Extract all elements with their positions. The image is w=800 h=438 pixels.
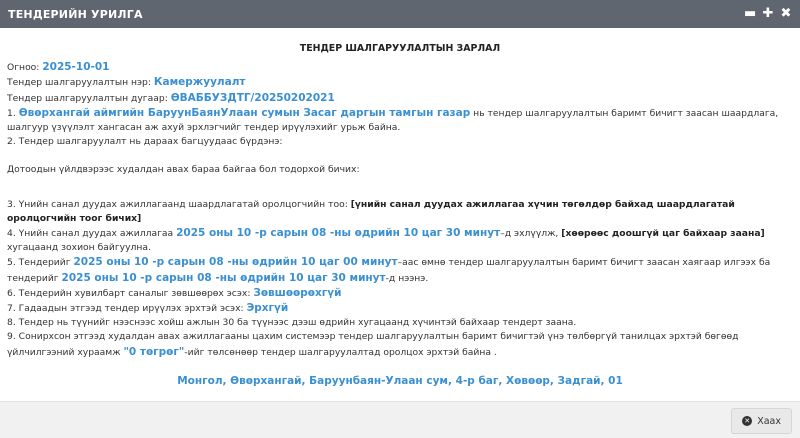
close-icon[interactable]: ✖ xyxy=(780,6,792,21)
close-circle-icon: ✕ xyxy=(742,416,752,426)
tender-name-value: Камержуулалт xyxy=(153,76,246,89)
paragraph-9-text: 9. Сонирхсон этгээд худалдан авах ажиллагааны цахим системээр тендер шалгаруулалтын баримт бичигтэй үнэ төлбөргүй танилцах эрхтэй бөгөөд үйлчилгээний хураамж xyxy=(7,331,739,358)
paragraph-5 xyxy=(7,255,793,285)
minimize-icon[interactable]: ▬ xyxy=(744,6,757,21)
close-button-label: Хаах xyxy=(757,415,781,427)
tender-name-label: Тендер шалгаруулалтын нэр: xyxy=(7,77,154,89)
organization-name: Өвөрхангай аймгийн БаруунБаянУлаан сумын Засаг даргын тамгын газар xyxy=(18,106,471,119)
paragraph-4-end: хугацаанд зохион байгуулна. xyxy=(7,242,151,254)
paragraph-2: 2. Тендер шалгаруулалт нь дараах багцуудаас бүрдэнэ: xyxy=(7,136,283,148)
auction-start-datetime: 2025 оны 10 -р сарын 08 -ны өдрийн 10 цаг 30 минут xyxy=(176,227,501,240)
spacer xyxy=(7,178,793,198)
document-title: ТЕНДЕР ШАЛГАРУУЛАЛТЫН ЗАРЛАЛ xyxy=(299,43,501,54)
window-titlebar[interactable] xyxy=(0,0,800,28)
paragraph-3-text: 3. Үнийн санал дуудах ажиллагаанд шаардлагатай оролцогчийн тоо: xyxy=(7,198,351,210)
tender-number-line xyxy=(7,91,793,106)
paragraph-6 xyxy=(7,286,793,301)
paragraph-4-text: 4. Үнийн санал дуудах ажиллагаа xyxy=(7,228,177,240)
paragraph-4-mid: –д эхлүүлж, xyxy=(500,228,562,240)
close-button[interactable] xyxy=(731,408,792,434)
paragraph-5-end: -д нээнэ. xyxy=(385,272,429,284)
participant-count-note: [үнийн санал дуудах ажиллагаа хүчин төгөлдөр байхад шаардлагатай оролцогчийн тоог бичих] xyxy=(7,198,735,224)
date-value: 2025-10-01 xyxy=(42,61,110,74)
paragraph-9-end: -ийг төлсөнөөр тендер шалгаруулалтад оролцох эрхтэй байна . xyxy=(184,346,497,358)
paragraph-9 xyxy=(7,330,793,359)
paragraph-6-text: 6. Тендерийн хувилбарт саналыг зөвшөөрөх эсэх: xyxy=(7,287,254,299)
opening-datetime: 2025 оны 10 -р сарын 08 -ны өдрийн 10 цаг 30 минут xyxy=(61,271,386,284)
paragraph-3 xyxy=(7,198,793,226)
address-text: Монгол, Өвөрхангай, Баруунбаян-Улаан сум, 4-р баг, Хөвөөр, Задгай, 01 xyxy=(177,374,623,387)
paragraph-1-prefix: 1. xyxy=(7,107,19,119)
move-icon[interactable]: ✚ xyxy=(762,6,774,21)
window-controls xyxy=(744,8,792,20)
foreign-entity-value: Эрхгүй xyxy=(246,302,289,315)
paragraph-5-text: 5. Тендерийг xyxy=(7,257,74,269)
alternative-bids-value: Зөвшөөрөхгүй xyxy=(253,286,342,299)
document-content xyxy=(0,28,800,389)
domestic-goods-paragraph: Дотоодын үйлдвэрээс худалдан авах бараа байгаа бол тодорхой бичих: xyxy=(7,164,360,176)
paragraph-7 xyxy=(7,301,793,316)
duration-note: [хөөрөөс доошгүй цаг байхаар заана] xyxy=(561,228,765,240)
tender-name-line xyxy=(7,75,793,90)
paragraph-5-mid: –аас өмнө тендер шалгаруулалтын баримт бичигт заасан хаягаар илгээх ба тендерийг xyxy=(7,257,771,284)
tender-number-value: ӨВАББУЗДТГ/20250202021 xyxy=(170,91,335,104)
paragraph-1 xyxy=(7,106,793,135)
date-label: Огноо: xyxy=(7,62,43,74)
paragraph-4 xyxy=(7,226,793,255)
spacer xyxy=(7,149,793,163)
window-footer xyxy=(0,401,800,438)
tender-number-label: Тендер шалгаруулалтын дугаар: xyxy=(7,92,171,104)
submission-deadline: 2025 оны 10 -р сарын 08 -ны өдрийн 10 цаг 00 минут xyxy=(73,256,398,269)
paragraph-8: 8. Тендер нь түүнийг нээснээс хойш ажлын 30 ба түүнээс дээш өдрийн хугацаанд хүчинтэй байхаар тендерт заана. xyxy=(7,317,577,329)
window-title: ТЕНДЕРИЙН УРИЛГА xyxy=(8,7,143,21)
paragraph-7-text: 7. Гадаадын этгээд тендер ирүүлэх эрхтэй эсэх: xyxy=(7,303,247,315)
paragraph-1-text: нь тендер шалгаруулалтын баримт бичигт заасан шаардлага, шалгуур үзүүлэлт хангасан аж ахуй эрхлэгчийг тендер ирүүлэхийг урьж байна. xyxy=(7,107,779,134)
date-line xyxy=(7,60,793,75)
fee-value: "0 төгрөг" xyxy=(123,345,185,358)
address-line xyxy=(7,374,793,389)
